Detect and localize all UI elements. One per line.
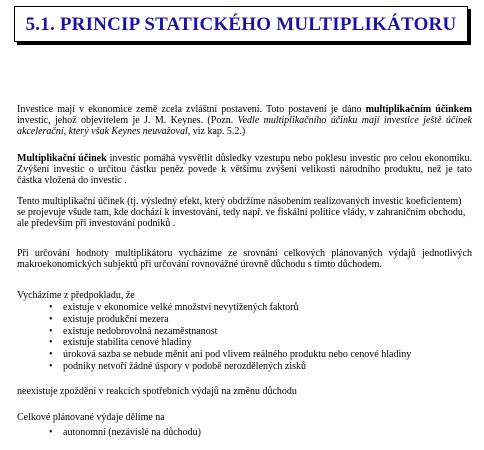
- chapter-heading-box: [14, 6, 468, 42]
- list-item-text: existuje v ekonomice velké množství nevytížených faktorů: [63, 302, 299, 313]
- paragraph-applications: [17, 196, 472, 230]
- list-item-text: úroková sazba se nebude měnit ani pod vlivem reálného produktu nebo cenové hladiny: [63, 349, 412, 361]
- paragraph-no-delay: [17, 386, 472, 397]
- intro-bold-term: multiplikačním účinkem: [365, 104, 472, 115]
- bullet-icon: •: [49, 427, 53, 438]
- list-item-text: existuje stabilita cenové hladiny: [63, 337, 192, 349]
- no-delay-text: neexistuje zpoždění v reakcích spotřebních výdajů na změnu důchodu: [17, 386, 297, 397]
- assumptions-intro-text: Vycházíme z předpokladu, že: [17, 290, 135, 301]
- expenditure-division-text: Celkové plánované výdaje dělíme na: [17, 412, 165, 423]
- list-item-text: existuje produkční mezera: [63, 313, 169, 325]
- paragraph-expenditure-division: [17, 412, 472, 423]
- divisions-list: [49, 427, 469, 438]
- intro-italic-note: Vedle multiplikačního účinku mají investice ještě účinek akcelerační, který však Keynes neuvažoval,: [17, 115, 472, 138]
- list-item: [49, 361, 469, 373]
- intro-text-2: investic, jehož objevitelem je J. M. Keynes. (Pozn.: [17, 115, 238, 127]
- list-item-text: autonomní (nezávislé na důchodu): [63, 427, 202, 438]
- bullet-icon: •: [49, 325, 53, 337]
- paragraph-determination: [17, 248, 472, 270]
- bullet-icon: •: [49, 349, 53, 361]
- list-item-text: existuje nedobrovolná nezaměstnanost: [63, 325, 218, 337]
- bullet-icon: •: [49, 302, 53, 313]
- intro-text-3: viz kap. 5.2.): [190, 126, 246, 138]
- applications-text: Tento multiplikační účinek (tj. výsledný efekt, který obdržíme násobením realizovaných investic koeficientem) se projevuje všude tam, kde dochází k investování, tedy např. ve fiskální politice vlády, v zahraničním obchodu, ale především při investování podniků .: [17, 196, 466, 230]
- paragraph-assumptions-intro: [17, 290, 472, 301]
- list-item: [49, 326, 469, 338]
- bullet-icon: •: [49, 313, 53, 325]
- list-item: [49, 427, 469, 438]
- list-item-text: podniky netvoří žádné úspory v podobě nerozdělených zisků: [63, 360, 306, 372]
- list-item: [49, 302, 469, 314]
- intro-text-1: Investice mají v ekonomice země zcela zvláštní postavení. Toto postavení je dáno: [17, 104, 366, 115]
- list-item: [49, 314, 469, 326]
- list-item: [49, 337, 469, 349]
- list-item: [49, 349, 469, 361]
- determination-text: Při určování hodnoty multiplikátoru vycházíme ze srovnání celkových plánovaných výdajů jednotlivých makroekonomických subjektů při určování rovnovážné úrovně důchodu s tímto důchodem.: [17, 248, 472, 271]
- bullet-icon: •: [49, 360, 53, 372]
- assumptions-list: [49, 302, 469, 373]
- paragraph-intro: [17, 104, 472, 138]
- chapter-heading: 5.1. PRINCIP STATICKÉHO MULTIPLIKÁTORU: [25, 14, 457, 35]
- paragraph-multiplier-effect: [17, 153, 472, 187]
- multiplier-text: investic pomáhá vysvětlit důsledky vzestupu nebo poklesu investic pro celou ekonomiku. Zvýšení investic o určitou částku peněz povede k většímu zvýšení velikosti národního produktu, než je tato částka vložená do investic .: [17, 153, 472, 187]
- multiplier-bold-term: Multiplikační účinek: [17, 153, 107, 164]
- bullet-icon: •: [49, 337, 53, 349]
